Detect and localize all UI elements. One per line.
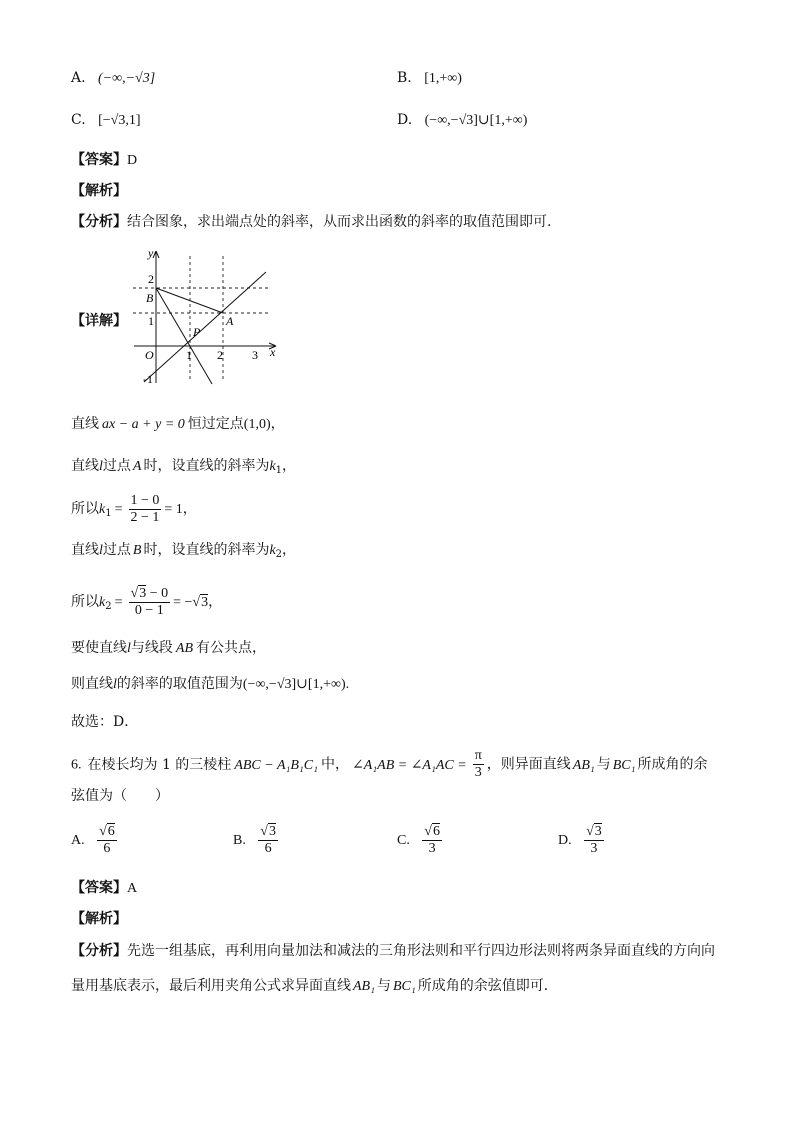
var-l: l: [99, 459, 103, 474]
tick-x1: 1: [186, 348, 192, 362]
q6-option-a: [71, 820, 120, 861]
var-l: l: [127, 641, 131, 656]
option-b-value: [1,+∞): [424, 71, 462, 86]
option-d-label: D.: [397, 112, 413, 128]
detail-line-7: [71, 674, 349, 695]
subscript: 1: [105, 508, 112, 519]
segment-ab-label: AB: [175, 641, 193, 656]
radicand: 3: [594, 823, 602, 839]
detail-line-5: 所以$k_2$ = $\frac{√3 - 0}{0 - 1}$ = −√3，: [71, 585, 223, 618]
option-a: [71, 70, 155, 87]
question-number: 6.: [71, 757, 82, 773]
detail-line-2: [71, 456, 296, 481]
text: 过点: [102, 458, 131, 474]
text: 要使直线: [71, 640, 127, 656]
option-b: [397, 70, 462, 87]
q6-answer: [71, 878, 137, 899]
subscript: 1: [275, 465, 283, 476]
text: ，: [282, 458, 297, 474]
text: 所成角的余: [637, 756, 708, 773]
text: 量用基底表示，最后利用夹角公式求异面直线: [71, 978, 351, 994]
denominator: 6: [264, 840, 272, 856]
tick-y1: 1: [148, 314, 154, 328]
subscript: 2: [105, 601, 112, 612]
var-k: k: [269, 459, 276, 474]
var-l: l: [99, 543, 103, 558]
q5-answer: [71, 150, 137, 171]
text: ，: [208, 594, 223, 610]
angle-equation: ∠A₁AB = ∠A₁AC =: [352, 757, 467, 773]
text: 直线: [71, 458, 99, 474]
option-c-fraction: $\frac{√6}{3}$: [424, 823, 440, 856]
numerator-tail: − 0: [146, 585, 169, 601]
result-prefix: = −: [173, 595, 193, 610]
coordinate-graph: [126, 243, 286, 388]
text: 在棱长均为 1 的三棱柱: [87, 756, 232, 773]
option-b-label: B.: [397, 70, 412, 86]
text: 与: [596, 756, 611, 773]
tick-y2: 2: [148, 272, 154, 286]
line-through-a: [144, 272, 266, 382]
prism-name: ABC − A₁B₁C₁: [234, 757, 318, 773]
option-c-value: [−√3,1]: [98, 113, 141, 128]
text: 时，设直线的斜率为: [143, 458, 270, 474]
option-a-label: A.: [71, 70, 86, 86]
numerator: π: [474, 748, 482, 763]
analysis-tag: 【解析】: [71, 183, 127, 199]
tick-x3: 3: [252, 348, 258, 362]
option-d: [397, 112, 527, 129]
detail-line-4: [71, 540, 296, 565]
option-d-value: (−∞,−√3]∪[1,+∞): [424, 113, 528, 128]
text: 所以: [71, 594, 99, 610]
text: 恒过定点: [187, 416, 244, 432]
answer-value: A: [127, 881, 138, 896]
tick-ym1: -1: [143, 372, 153, 386]
option-label: D.: [558, 833, 572, 848]
conclusion: 故选：D．: [71, 714, 139, 730]
line-bc1: BC₁: [392, 979, 416, 994]
option-a-fraction: $\frac{√6}{6}$: [99, 823, 115, 856]
option-label: A.: [71, 833, 85, 848]
denominator: 3: [474, 765, 482, 780]
text: 的斜率的取值范围为: [116, 676, 243, 692]
origin-label: O: [145, 348, 154, 362]
option-b-fraction: $\frac{√3}{6}$: [260, 823, 276, 856]
fixed-point: (1,0): [243, 417, 271, 432]
radicand: 3: [139, 585, 147, 601]
denominator: 3: [428, 840, 436, 856]
option-c-label: C.: [71, 112, 86, 128]
text: 则直线: [71, 676, 113, 692]
point-a-label: A: [226, 314, 234, 328]
numerator: 1 − 0: [130, 492, 160, 508]
radicand: 6: [107, 823, 115, 839]
detail-line-1: [71, 414, 285, 435]
var-l: l: [113, 677, 117, 692]
point-b-label: B: [146, 291, 154, 305]
q6-option-b: [233, 820, 281, 861]
q6-option-c: [397, 820, 445, 861]
fraction: $\frac{√3 - 0}{0 - 1}$: [130, 585, 169, 618]
q6-option-d: [558, 820, 607, 861]
analysis-tag: 【解析】: [71, 911, 127, 927]
q5-analysis-tag: [71, 181, 127, 201]
result: = 1，: [164, 502, 197, 517]
text: 有公共点，: [196, 640, 266, 656]
x-axis-label: x: [270, 345, 276, 359]
text: 中，: [321, 756, 349, 773]
pi-over-3: [473, 748, 484, 781]
option-c: [71, 112, 141, 129]
q6-stem-line-1: [71, 748, 708, 781]
fenxi-text: 结合图象，求出端点处的斜率，从而求出函数的斜率的取值范围即可.: [127, 214, 552, 230]
answer-tag: 【答案】: [71, 880, 127, 896]
var-k: k: [99, 502, 106, 517]
text: 与线段: [130, 640, 173, 656]
text: 直线: [71, 416, 99, 432]
q5-fenxi: [71, 212, 551, 232]
fraction: [129, 493, 162, 526]
option-d-fraction: $\frac{√3}{3}$: [586, 823, 602, 856]
var-k: k: [99, 595, 106, 610]
subscript: 2: [275, 549, 283, 560]
line-ab1: AB₁: [572, 757, 595, 773]
text: 与: [376, 978, 391, 994]
text: 时，设直线的斜率为: [143, 542, 270, 558]
denominator: 2 − 1: [130, 509, 160, 525]
result-radicand: 3: [201, 595, 209, 610]
text: ，则异面直线: [486, 756, 571, 773]
point-p-label: P: [193, 325, 201, 339]
text: ，: [270, 416, 285, 432]
detail-tag: 【详解】: [71, 313, 127, 329]
text: 弦值为（ ）: [71, 788, 169, 804]
text: 直线: [71, 542, 99, 558]
text: 过点: [102, 542, 131, 558]
tick-x2: 2: [217, 348, 223, 362]
line-ab1: AB₁: [353, 979, 375, 994]
q6-fenxi-line-1: [71, 941, 715, 961]
var-b: B: [132, 543, 142, 558]
q6-analysis-tag: [71, 909, 127, 929]
radicand: 6: [432, 823, 440, 839]
text: ，: [282, 542, 297, 558]
option-a-value: (−∞,−√3]: [98, 71, 156, 86]
fenxi-tag: 【分析】: [71, 214, 127, 230]
denominator: 3: [590, 840, 598, 856]
answer-value: D: [127, 153, 138, 168]
option-label: B.: [233, 833, 246, 848]
denominator: 6: [103, 840, 111, 856]
segment-ab: [156, 288, 223, 313]
line-through-b: [156, 288, 212, 384]
answer-tag: 【答案】: [71, 152, 127, 168]
q6-fenxi-line-2: [71, 976, 558, 997]
q6-stem-line-2: [71, 786, 169, 806]
detail-line-3: 所以$k_1$ = $\frac{1 - 0}{2 - 1}$ = 1，: [71, 492, 197, 525]
fenxi-text: 先选一组基底，再利用向量加法和减法的三角形法则和平行四边形法则将两条异面直线的方向向: [127, 943, 715, 959]
q5-detail-tag: [71, 311, 127, 331]
option-label: C.: [397, 833, 410, 848]
var-k: k: [269, 543, 276, 558]
text: 所成角的余弦值即可．: [417, 978, 558, 994]
line-bc1: BC₁: [612, 757, 636, 773]
var-a: A: [132, 459, 142, 474]
detail-line-8: [71, 712, 138, 732]
slope-range: (−∞,−√3]∪[1,+∞).: [242, 677, 350, 692]
fenxi-tag: 【分析】: [71, 943, 127, 959]
denominator: 0 − 1: [134, 602, 164, 618]
radicand: 3: [268, 823, 276, 839]
equation: ax − a + y = 0: [102, 417, 185, 432]
y-axis-label: y: [148, 246, 154, 260]
text: 所以: [71, 501, 99, 517]
detail-line-6: [71, 638, 266, 659]
